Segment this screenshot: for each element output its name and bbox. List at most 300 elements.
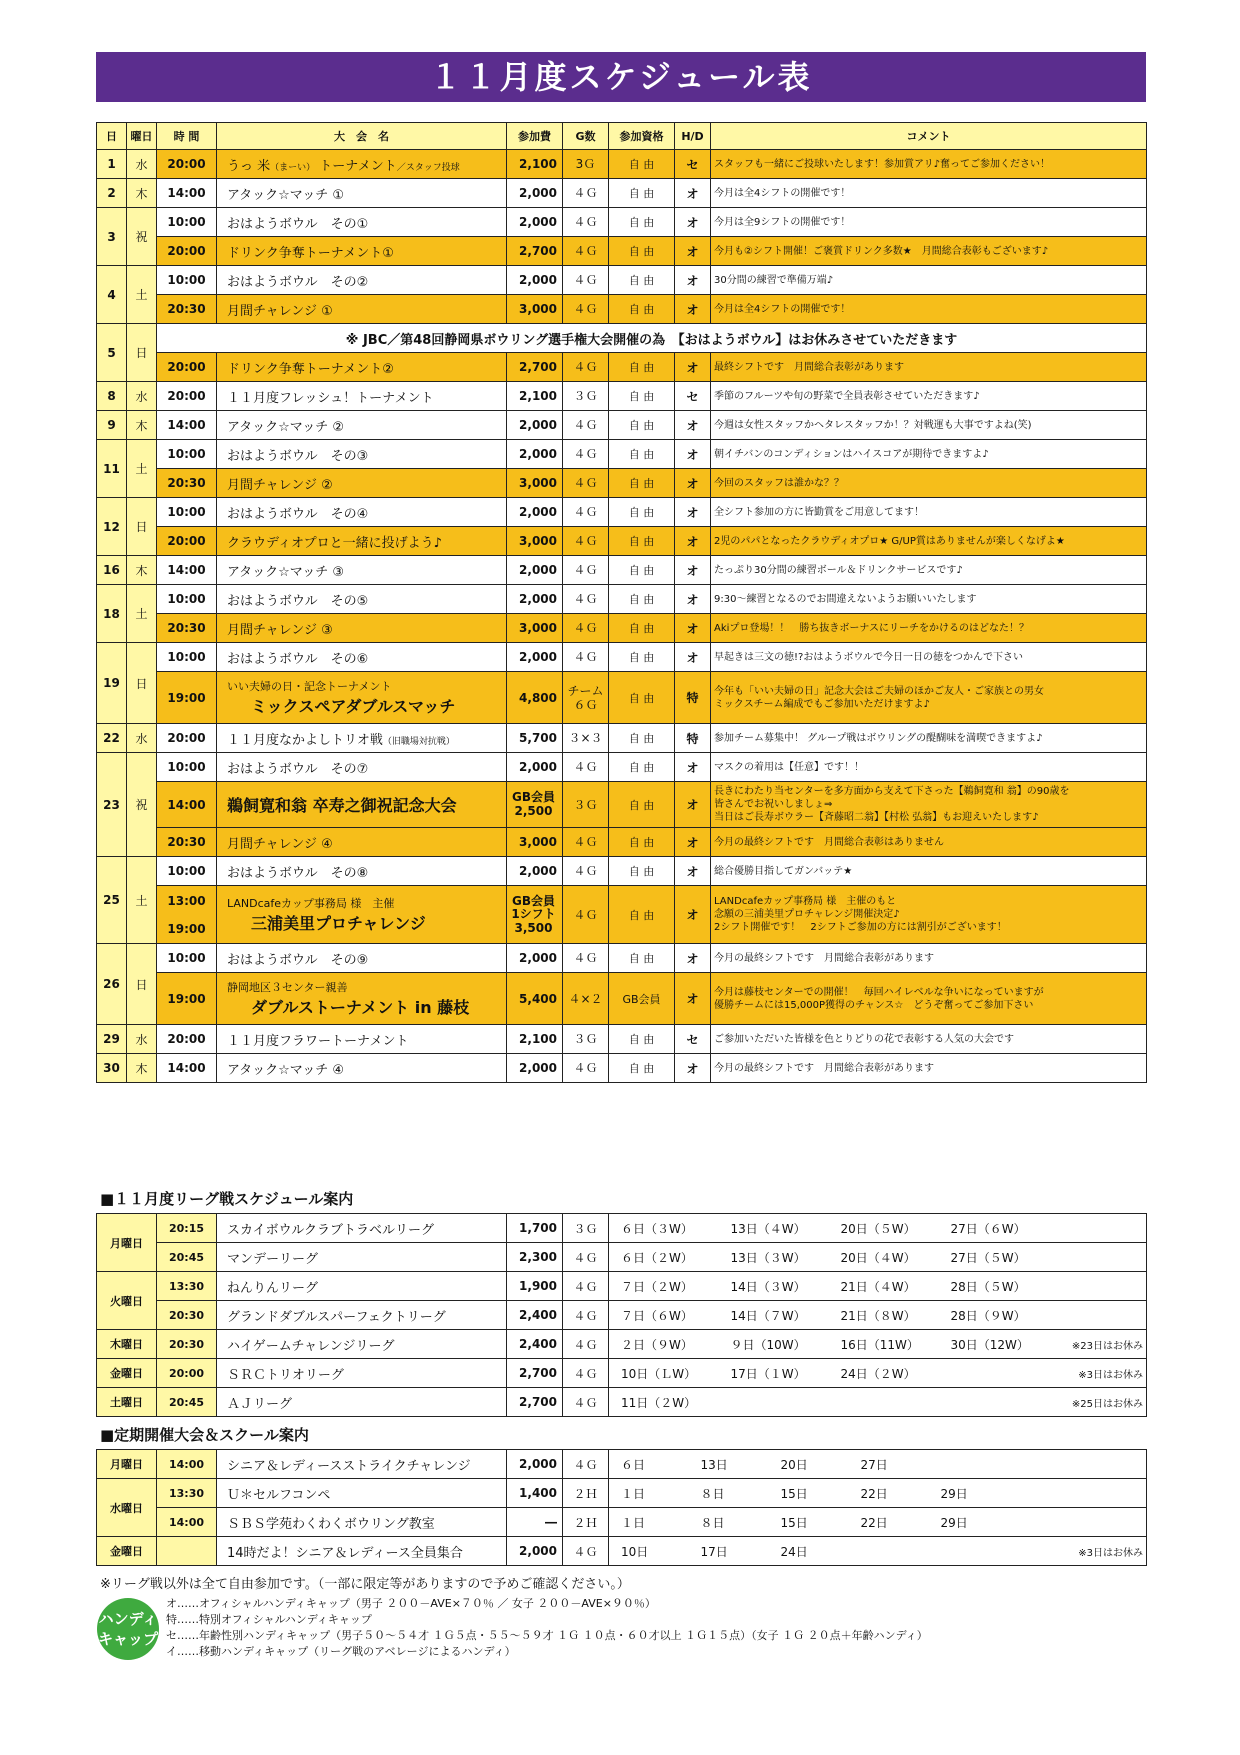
- schedule-row: [97, 382, 1147, 411]
- event-name: スカイボウルクラブトラベルリーグ: [217, 1214, 507, 1243]
- schedule-row: [97, 179, 1147, 208]
- date-cell: [719, 1388, 829, 1417]
- comment-text: 念願の三浦美里プロチャレンジ開催決定♪: [714, 909, 900, 920]
- weekday-cell: 木: [127, 411, 157, 440]
- comment-cell: [711, 266, 1147, 295]
- comment-text: 全シフト参加の方に皆勤賞をご用意してます！: [714, 506, 924, 518]
- comment-cell: [711, 498, 1147, 527]
- fee-cell: 2,400: [507, 1330, 563, 1359]
- event-text: ドリンク争奪トーナメント②: [227, 361, 394, 377]
- schedule-row: [97, 1025, 1147, 1054]
- event-name: [217, 353, 507, 382]
- time-cell: 14:00: [157, 1508, 217, 1537]
- eligibility-cell: 自 由: [609, 150, 675, 179]
- handicap-cell: オ: [675, 753, 711, 782]
- time-text: 10:00: [167, 592, 206, 606]
- fee-value: 5,700: [519, 731, 557, 745]
- time-text: 14:00: [167, 186, 206, 200]
- event-text: おはようボウル その②: [227, 274, 369, 290]
- eligibility-cell: 自 由: [609, 411, 675, 440]
- day-cell: 19: [97, 643, 127, 724]
- schedule-row: [97, 1359, 1147, 1388]
- comment-cell: [711, 672, 1147, 724]
- fee-cell: [507, 237, 563, 266]
- day-cell: 22: [97, 724, 127, 753]
- comment-cell: [711, 1025, 1147, 1054]
- time-text: 14:00: [167, 1061, 206, 1075]
- time-cell: 13:30: [157, 1479, 217, 1508]
- event-subtext: ／スタッフ投球: [396, 162, 460, 173]
- eligibility-cell: 自 由: [609, 382, 675, 411]
- time-cell: [157, 382, 217, 411]
- col-weekday: 曜日: [127, 123, 157, 150]
- time-text: 14:00: [167, 418, 206, 432]
- time-text: 10:00: [167, 760, 206, 774]
- fee-value: 2,000: [519, 505, 557, 519]
- games-cell: ４Ｇ: [563, 469, 609, 498]
- schedule-row: [97, 469, 1147, 498]
- event-name: [217, 295, 507, 324]
- event-title-large: ミックスペアダブルスマッチ: [251, 697, 456, 716]
- date-cell: 30日（12W）: [939, 1330, 1049, 1359]
- comment-text: 今月は全4シフトの開催です！: [714, 303, 851, 315]
- comment-text: ミックスチーム編成でもご参加いただけますよ♪: [714, 698, 930, 710]
- fee-label: GB会員: [512, 790, 555, 804]
- fee-cell: 1,700: [507, 1214, 563, 1243]
- comment-cell: [711, 469, 1147, 498]
- handicap-cell: オ: [675, 208, 711, 237]
- schedule-row: [97, 782, 1147, 828]
- handicap-badge-text: ハンディ キャップ: [97, 1610, 158, 1648]
- weekday-cell: 祝: [127, 753, 157, 857]
- fee-value: 2,000: [519, 215, 557, 229]
- comment-text: 2児のパパとなったクラウディオプロ★ G/UP賞はありませんが楽しくなげよ★: [714, 535, 1065, 547]
- comment-cell: [711, 237, 1147, 266]
- time-text: 10:00: [167, 447, 206, 461]
- handicap-cell: オ: [675, 944, 711, 973]
- time-cell: [157, 614, 217, 643]
- eligibility-cell: 自 由: [609, 614, 675, 643]
- comment-cell: [711, 411, 1147, 440]
- games-cell: ４Ｇ: [563, 353, 609, 382]
- event-text: おはようボウル その④: [227, 506, 369, 522]
- date-cell: 27日: [849, 1450, 929, 1479]
- fee-cell: [507, 724, 563, 753]
- league-table: [96, 1213, 1147, 1417]
- event-text: 月間チャレンジ ④: [227, 836, 333, 852]
- games-cell: ３×３: [563, 724, 609, 753]
- eligibility-cell: 自 由: [609, 724, 675, 753]
- date-cell: 11日（２W）: [609, 1388, 719, 1417]
- comment-cell: [711, 753, 1147, 782]
- weekday-cell: 日: [127, 498, 157, 556]
- col-comment: コメント: [711, 123, 1147, 150]
- games-cell: ３Ｇ: [563, 1214, 609, 1243]
- schedule-row: [97, 672, 1147, 724]
- day-cell: 29: [97, 1025, 127, 1054]
- note-cell: ※25日はお休み: [1049, 1388, 1147, 1417]
- eligibility-cell: 自 由: [609, 266, 675, 295]
- day-cell: 9: [97, 411, 127, 440]
- event-text: アタック☆マッチ ①: [227, 187, 345, 203]
- eligibility-cell: 自 由: [609, 353, 675, 382]
- schedule-row: [97, 237, 1147, 266]
- handicap-cell: オ: [675, 828, 711, 857]
- comment-cell: [711, 556, 1147, 585]
- weekday-cell: 木: [127, 179, 157, 208]
- comment-text: 総合優勝目指してガンバッテ★: [714, 865, 853, 877]
- comment-text: 季節のフルーツや旬の野菜で全員表彰させていただきます♪: [714, 390, 980, 402]
- date-cell: 21日（８W）: [829, 1301, 939, 1330]
- event-name: [217, 150, 507, 179]
- handicap-cell: オ: [675, 498, 711, 527]
- comment-cell: [711, 150, 1147, 179]
- time-cell: [157, 1537, 217, 1566]
- games-cell: ２Ｈ: [563, 1479, 609, 1508]
- time-text: 10:00: [167, 650, 206, 664]
- date-cell: 28日（９W）: [939, 1301, 1049, 1330]
- schedule-row: [97, 556, 1147, 585]
- weekday-cell: 日: [127, 324, 157, 382]
- comment-text: ご参加いただいた皆様を色とりどりの花で表彰する人気の大会です: [714, 1033, 1014, 1045]
- time-text: 14:00: [167, 797, 206, 812]
- event-name: グランドダブルスパーフェクトリーグ: [217, 1301, 507, 1330]
- time-text: 10:00: [167, 505, 206, 519]
- eligibility-cell: GB会員: [609, 973, 675, 1025]
- handicap-line: セ……年齢性別ハンディキャップ（男子５０～５４才 １Ｇ５点・５５～５９才 １Ｇ １０点・６０才以上 １Ｇ１５点）（女子 １Ｇ ２０点＋年齢ハンディ）: [166, 1629, 928, 1642]
- fee-value: 2,000: [519, 650, 557, 664]
- weekday-cell: 土: [127, 857, 157, 944]
- comment-cell: [711, 527, 1147, 556]
- fee-cell: [507, 614, 563, 643]
- time-cell: [157, 498, 217, 527]
- weekday-label: 月曜日: [97, 1450, 157, 1479]
- event-name: [217, 527, 507, 556]
- weekday-cell: 水: [127, 1025, 157, 1054]
- date-cell: ６日: [609, 1450, 689, 1479]
- schedule-row: [97, 150, 1147, 179]
- day-cell: 2: [97, 179, 127, 208]
- games-cell: ４Ｇ: [563, 643, 609, 672]
- comment-text: 今月は全4シフトの開催です！: [714, 187, 851, 199]
- fee-cell: [507, 382, 563, 411]
- weekday-cell: 木: [127, 1054, 157, 1083]
- time-cell: [157, 295, 217, 324]
- handicap-cell: オ: [675, 469, 711, 498]
- schedule-header-row: [97, 123, 1147, 150]
- event-name: [217, 179, 507, 208]
- comment-text: 参加チーム募集中！ グループ戦はボウリングの醍醐味を満喫できますよ♪: [714, 732, 1043, 744]
- event-name: [217, 556, 507, 585]
- note-cell: [1049, 1301, 1147, 1330]
- fee-value: 2,000: [519, 1061, 557, 1075]
- fee-value: 2,000: [519, 760, 557, 774]
- games-cell: ４Ｇ: [563, 498, 609, 527]
- handicap-cell: オ: [675, 643, 711, 672]
- weekday-cell: 水: [127, 724, 157, 753]
- event-text: LANDcafeカップ事務局 様 主催: [227, 897, 395, 910]
- eligibility-cell: 自 由: [609, 782, 675, 828]
- event-name: [217, 944, 507, 973]
- col-day: 日: [97, 123, 127, 150]
- schedule-row: [97, 944, 1147, 973]
- handicap-cell: オ: [675, 295, 711, 324]
- event-text: アタック☆マッチ ④: [227, 1062, 345, 1078]
- comment-text: 最終シフトです 月間総合表彰があります: [714, 361, 904, 373]
- note-cell: [1049, 1272, 1147, 1301]
- comment-cell: [711, 944, 1147, 973]
- event-text: １１月度なかよしトリオ戦: [227, 732, 383, 748]
- games-cell: ４×２: [563, 973, 609, 1025]
- fee-cell: [507, 973, 563, 1025]
- weekday-cell: 水: [127, 382, 157, 411]
- time-cell: [157, 886, 217, 944]
- event-name: [217, 828, 507, 857]
- event-name: [217, 266, 507, 295]
- fee-cell: [507, 411, 563, 440]
- day-cell: 11: [97, 440, 127, 498]
- games-cell: ４Ｇ: [563, 556, 609, 585]
- time-text: 10:00: [167, 951, 206, 965]
- weekday-label: 水曜日: [97, 1479, 157, 1537]
- fee-value: 3,500: [514, 920, 553, 935]
- time-text: 20:30: [167, 835, 206, 849]
- games-cell: ４Ｇ: [563, 1243, 609, 1272]
- fee-cell: [507, 527, 563, 556]
- eligibility-cell: 自 由: [609, 672, 675, 724]
- weekday-cell: 木: [127, 556, 157, 585]
- event-name: [217, 498, 507, 527]
- comment-text: 今月も②シフト開催！ご褒賞ドリンク多数★ 月間総合表彰もございます♪: [714, 245, 1049, 257]
- note-cell: ※23日はお休み: [1049, 1330, 1147, 1359]
- fee-cell: [507, 857, 563, 886]
- handicap-line: 特……特別オフィシャルハンディキャップ: [166, 1613, 372, 1626]
- time-cell: 20:00: [157, 1359, 217, 1388]
- schedule-row: [97, 1479, 1147, 1508]
- fee-cell: 2,000: [507, 1537, 563, 1566]
- comment-text: 30分間の練習で準備万端♪: [714, 274, 834, 286]
- comment-cell: [711, 643, 1147, 672]
- games-cell: ４Ｇ: [563, 828, 609, 857]
- schedule-row: [97, 1214, 1147, 1243]
- fee-value: 2,000: [519, 447, 557, 461]
- eligibility-cell: 自 由: [609, 208, 675, 237]
- event-text: おはようボウル その⑦: [227, 761, 369, 777]
- comment-text: LANDcafeカップ事務局 様 主催のもと: [714, 896, 897, 907]
- time-text: 20:00: [167, 389, 206, 403]
- eligibility-cell: 自 由: [609, 886, 675, 944]
- eligibility-cell: 自 由: [609, 295, 675, 324]
- event-name: ハイゲームチャレンジリーグ: [217, 1330, 507, 1359]
- date-cell: ６日（３W）: [609, 1214, 719, 1243]
- handicap-cell: オ: [675, 857, 711, 886]
- comment-text: スタッフも一緒にご投球いたします！参加賞アリ♪奮ってご参加ください！: [714, 158, 1050, 170]
- event-text: 月間チャレンジ ③: [227, 622, 333, 638]
- event-name: ＳＲＣトリオリーグ: [217, 1359, 507, 1388]
- fee-value: 5,400: [519, 991, 557, 1006]
- weekday-label: 木曜日: [97, 1330, 157, 1359]
- time-text: 20:00: [167, 157, 206, 171]
- time-text: 20:00: [167, 244, 206, 258]
- games-cell: ４Ｇ: [563, 614, 609, 643]
- col-time: 時 間: [157, 123, 217, 150]
- fee-cell: [507, 828, 563, 857]
- time-cell: [157, 237, 217, 266]
- event-name: ＳＢＳ学苑わくわくボウリング教室: [217, 1508, 507, 1537]
- games-cell: ４Ｇ: [563, 411, 609, 440]
- comment-text: 長きにわたり当センターを多方面から支えて下さった【鵜飼寛和 翁】の90歳を: [714, 786, 1070, 797]
- event-name: マンデーリーグ: [217, 1243, 507, 1272]
- time-cell: 20:15: [157, 1214, 217, 1243]
- event-text: アタック☆マッチ ②: [227, 419, 345, 435]
- games-cell: ４Ｇ: [563, 237, 609, 266]
- fee-value: 3,000: [519, 534, 557, 548]
- games-cell: ４Ｇ: [563, 440, 609, 469]
- time-text: 19:00: [167, 690, 206, 705]
- eligibility-cell: 自 由: [609, 1025, 675, 1054]
- event-text: おはようボウル その①: [227, 216, 369, 232]
- schedule-row: [97, 973, 1147, 1025]
- fee-value: 2,000: [519, 273, 557, 287]
- event-text: １１月度フレッシュ！トーナメント: [227, 390, 434, 406]
- handicap-cell: 特: [675, 724, 711, 753]
- weekday-cell: 水: [127, 150, 157, 179]
- time-cell: 13:30: [157, 1272, 217, 1301]
- time-cell: 20:30: [157, 1330, 217, 1359]
- fee-value: 3,000: [519, 302, 557, 316]
- event-name: [217, 469, 507, 498]
- event-name: ＡＪリーグ: [217, 1388, 507, 1417]
- eligibility-cell: 自 由: [609, 828, 675, 857]
- event-name: [217, 440, 507, 469]
- games-cell: ４Ｇ: [563, 1272, 609, 1301]
- comment-text: 今月の最終シフトです 月間総合表彰があります: [714, 952, 934, 964]
- date-cell: 29日: [929, 1508, 1009, 1537]
- date-cell: 14日（７W）: [719, 1301, 829, 1330]
- eligibility-cell: 自 由: [609, 527, 675, 556]
- time-cell: [157, 469, 217, 498]
- comment-text: 今月の最終シフトです 月間総合表彰があります: [714, 1062, 934, 1074]
- time-text: 20:30: [167, 621, 206, 635]
- games-cell: ３Ｇ: [563, 782, 609, 828]
- fee-cell: [507, 886, 563, 944]
- eligibility-cell: 自 由: [609, 469, 675, 498]
- fee-value: 2,000: [519, 418, 557, 432]
- games-cell: ４Ｇ: [563, 179, 609, 208]
- schedule-row: [97, 643, 1147, 672]
- handicap-cell: オ: [675, 237, 711, 266]
- schedule-row: [97, 411, 1147, 440]
- comment-text: 今回のスタッフは誰かな？？: [714, 477, 844, 489]
- event-name: Ｕ＊セルフコンペ: [217, 1479, 507, 1508]
- event-title-large: 鵜飼寛和翁 卒寿之御祝記念大会: [227, 796, 457, 815]
- weekday-label: 金曜日: [97, 1537, 157, 1566]
- handicap-cell: セ: [675, 150, 711, 179]
- event-name: [217, 857, 507, 886]
- day-cell: 12: [97, 498, 127, 556]
- eligibility-cell: 自 由: [609, 944, 675, 973]
- time-cell: 20:30: [157, 1301, 217, 1330]
- event-text: おはようボウル その⑨: [227, 952, 369, 968]
- comment-text: たっぷり30分間の練習ボール＆ドリンクサービスです♪: [714, 564, 963, 576]
- games-cell: ４Ｇ: [563, 585, 609, 614]
- handicap-cell: オ: [675, 973, 711, 1025]
- fee-cell: [507, 556, 563, 585]
- handicap-cell: オ: [675, 1054, 711, 1083]
- event-name: シニア＆レディースストライクチャレンジ: [217, 1450, 507, 1479]
- time-cell: [157, 179, 217, 208]
- footnote: ※リーグ戦以外は全て自由参加です。（一部に限定等がありますので予めご確認ください。）: [100, 1577, 630, 1592]
- eligibility-cell: 自 由: [609, 753, 675, 782]
- eligibility-cell: 自 由: [609, 440, 675, 469]
- event-text: １１月度フラワートーナメント: [227, 1033, 409, 1049]
- event-text: ドリンク争奪トーナメント①: [227, 245, 394, 261]
- games-cell: ４Ｇ: [563, 1388, 609, 1417]
- regular-section-title: ■定期開催大会＆スクール案内: [100, 1426, 309, 1444]
- event-title-large: ダブルストーナメント in 藤枝: [251, 998, 470, 1017]
- schedule-body: [97, 150, 1147, 1083]
- fee-value: 2,000: [519, 563, 557, 577]
- date-cell: 14日（３W）: [719, 1272, 829, 1301]
- fee-value: 2,700: [519, 360, 557, 374]
- date-cell: ６日（２W）: [609, 1243, 719, 1272]
- col-event: 大 会 名: [217, 123, 507, 150]
- note-cell: ※3日はお休み: [1049, 1359, 1147, 1388]
- date-cell: 22日: [849, 1479, 929, 1508]
- date-cell: [849, 1537, 929, 1566]
- fee-cell: [507, 1054, 563, 1083]
- handicap-badge: [97, 1598, 159, 1660]
- comment-text: 朝イチバンのコンディションはハイスコアが期待できますよ♪: [714, 448, 989, 460]
- eligibility-cell: 自 由: [609, 1054, 675, 1083]
- eligibility-cell: 自 由: [609, 643, 675, 672]
- day-cell: 26: [97, 944, 127, 1025]
- event-text: いい夫婦の日・記念トーナメント: [227, 680, 392, 693]
- time-cell: [157, 353, 217, 382]
- fee-cell: [507, 208, 563, 237]
- time-text: 20:00: [167, 731, 206, 745]
- eligibility-cell: 自 由: [609, 237, 675, 266]
- time-cell: [157, 643, 217, 672]
- handicap-cell: オ: [675, 440, 711, 469]
- weekday-label: 土曜日: [97, 1388, 157, 1417]
- fee-cell: [507, 295, 563, 324]
- date-cell: 27日（６W）: [939, 1214, 1049, 1243]
- time-cell: [157, 973, 217, 1025]
- fee-cell: [507, 469, 563, 498]
- schedule-row: [97, 498, 1147, 527]
- time-text: 14:00: [167, 563, 206, 577]
- fee-cell: [507, 643, 563, 672]
- schedule-row: [97, 886, 1147, 944]
- date-cell: 13日（４W）: [719, 1214, 829, 1243]
- fee-value: 2,000: [519, 186, 557, 200]
- time-cell: [157, 150, 217, 179]
- event-name: [217, 643, 507, 672]
- date-cell: [929, 1537, 1009, 1566]
- games-cell: ３Ｇ: [563, 382, 609, 411]
- handicap-cell: オ: [675, 266, 711, 295]
- handicap-legend: [166, 1596, 928, 1660]
- time-text: 19:00: [167, 921, 206, 936]
- games-cell: ４Ｇ: [563, 1359, 609, 1388]
- eligibility-cell: 自 由: [609, 857, 675, 886]
- comment-cell: [711, 857, 1147, 886]
- handicap-cell: オ: [675, 179, 711, 208]
- handicap-cell: オ: [675, 353, 711, 382]
- comment-cell: [711, 724, 1147, 753]
- day-cell: 8: [97, 382, 127, 411]
